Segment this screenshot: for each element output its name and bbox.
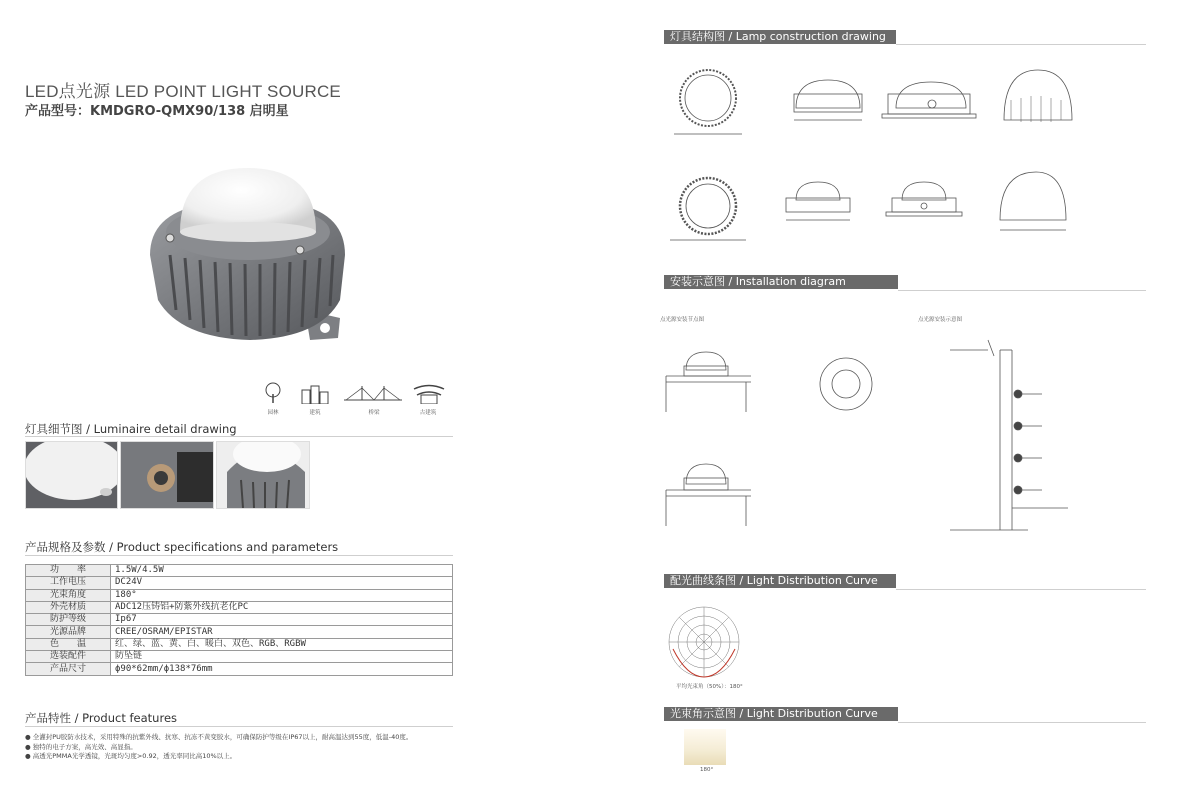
garden-tree-icon: [262, 382, 284, 404]
building-icon: [300, 384, 330, 404]
installation-divider: [898, 290, 1146, 291]
features-section-title: 产品特性 / Product features: [25, 711, 178, 725]
spec-value: 1.5W/4.5W: [111, 565, 453, 577]
construction-divider: [896, 44, 1146, 45]
curve-section-title: 配光曲线条图 / Light Distribution Curve: [664, 574, 896, 588]
spec-key: 功 率: [26, 565, 111, 577]
installation-elevation-drawing: [948, 334, 1088, 534]
spec-value: ADC12压铸铝+防紫外线抗老化PC: [111, 601, 453, 613]
spec-value: Ip67: [111, 614, 453, 626]
beam-angle-label: 180°: [700, 767, 714, 773]
spec-table: [25, 564, 453, 676]
specs-divider: [25, 555, 453, 556]
spec-key: 产品尺寸: [26, 663, 111, 675]
detail-thumb-dome: [25, 441, 118, 509]
construction-drawings: [656, 60, 1076, 250]
beam-swatch: [684, 729, 726, 765]
curve-divider: [896, 589, 1146, 590]
install-elevation-label: 点光源安装示意图: [918, 317, 963, 323]
table-row: [26, 614, 453, 626]
table-row: [26, 589, 453, 601]
spec-value: 红、绿、蓝、黄、白、暖白、双色、RGB、RGBW: [111, 638, 453, 650]
detail-divider: [25, 436, 453, 437]
table-row: [26, 638, 453, 650]
feature-item: ● 独特的电子方案，高光效、高显指。: [25, 743, 137, 751]
spec-value: 防坠链: [111, 651, 453, 663]
app-label-ancient: 古建筑: [419, 410, 437, 416]
spec-key: 工作电压: [26, 577, 111, 589]
app-label-garden: 园林: [267, 410, 279, 416]
feature-item: ● 高透光PMMA光学透镜，光斑均匀度>0.92，透光率同比高10%以上。: [25, 752, 237, 760]
spec-key: 光源品牌: [26, 626, 111, 638]
installation-node-drawings: [656, 330, 886, 530]
product-photo: [140, 160, 360, 355]
beam-divider: [898, 722, 1146, 723]
app-label-building: 建筑: [309, 410, 321, 416]
spec-key: 选装配件: [26, 651, 111, 663]
table-row: [26, 565, 453, 577]
table-row: [26, 577, 453, 589]
installation-section-title: 安装示意图 / Installation diagram: [664, 275, 898, 289]
spec-key: 外壳材质: [26, 601, 111, 613]
table-row: [26, 651, 453, 663]
spec-key: 光束角度: [26, 589, 111, 601]
install-node-label: 点光源安装节点图: [660, 317, 705, 323]
table-row: [26, 663, 453, 675]
spec-key: 防护等级: [26, 614, 111, 626]
product-model: 产品型号：KMDGRO-QMX90/138 启明星: [25, 104, 289, 119]
construction-section-title: 灯具结构图 / Lamp construction drawing: [664, 30, 896, 44]
detail-thumb-fins: [216, 441, 310, 509]
specs-section-title: 产品规格及参数 / Product specifications and parameters: [25, 540, 339, 554]
polar-curve-chart: [667, 605, 741, 679]
page-title: LED点光源 LED POINT LIGHT SOURCE: [25, 82, 341, 101]
detail-section-title: 灯具细节图 / Luminaire detail drawing: [25, 422, 237, 436]
table-row: [26, 626, 453, 638]
beam-section-title: 光束角示意图 / Light Distribution Curve: [664, 707, 898, 721]
curve-caption: 平均光束角（50%）：180°: [676, 684, 743, 690]
spec-value: DC24V: [111, 577, 453, 589]
detail-thumb-screw: [120, 441, 214, 509]
spec-value: ϕ90*62mm/ϕ138*76mm: [111, 663, 453, 675]
ancient-building-icon: [413, 382, 445, 404]
bridge-icon: [344, 386, 402, 404]
features-divider: [25, 726, 453, 727]
spec-value: 180°: [111, 589, 453, 601]
spec-key: 色 温: [26, 638, 111, 650]
feature-item: ● 全灌封PU胶防水技术，采用特殊的抗紫外线、抗寒、抗冻不黄变胶水，可确保防护等级在IP67以上，耐高温达到55度，低温-40度。: [25, 733, 413, 741]
app-label-bridge: 桥梁: [368, 410, 380, 416]
table-row: [26, 601, 453, 613]
spec-value: CREE/OSRAM/EPISTAR: [111, 626, 453, 638]
